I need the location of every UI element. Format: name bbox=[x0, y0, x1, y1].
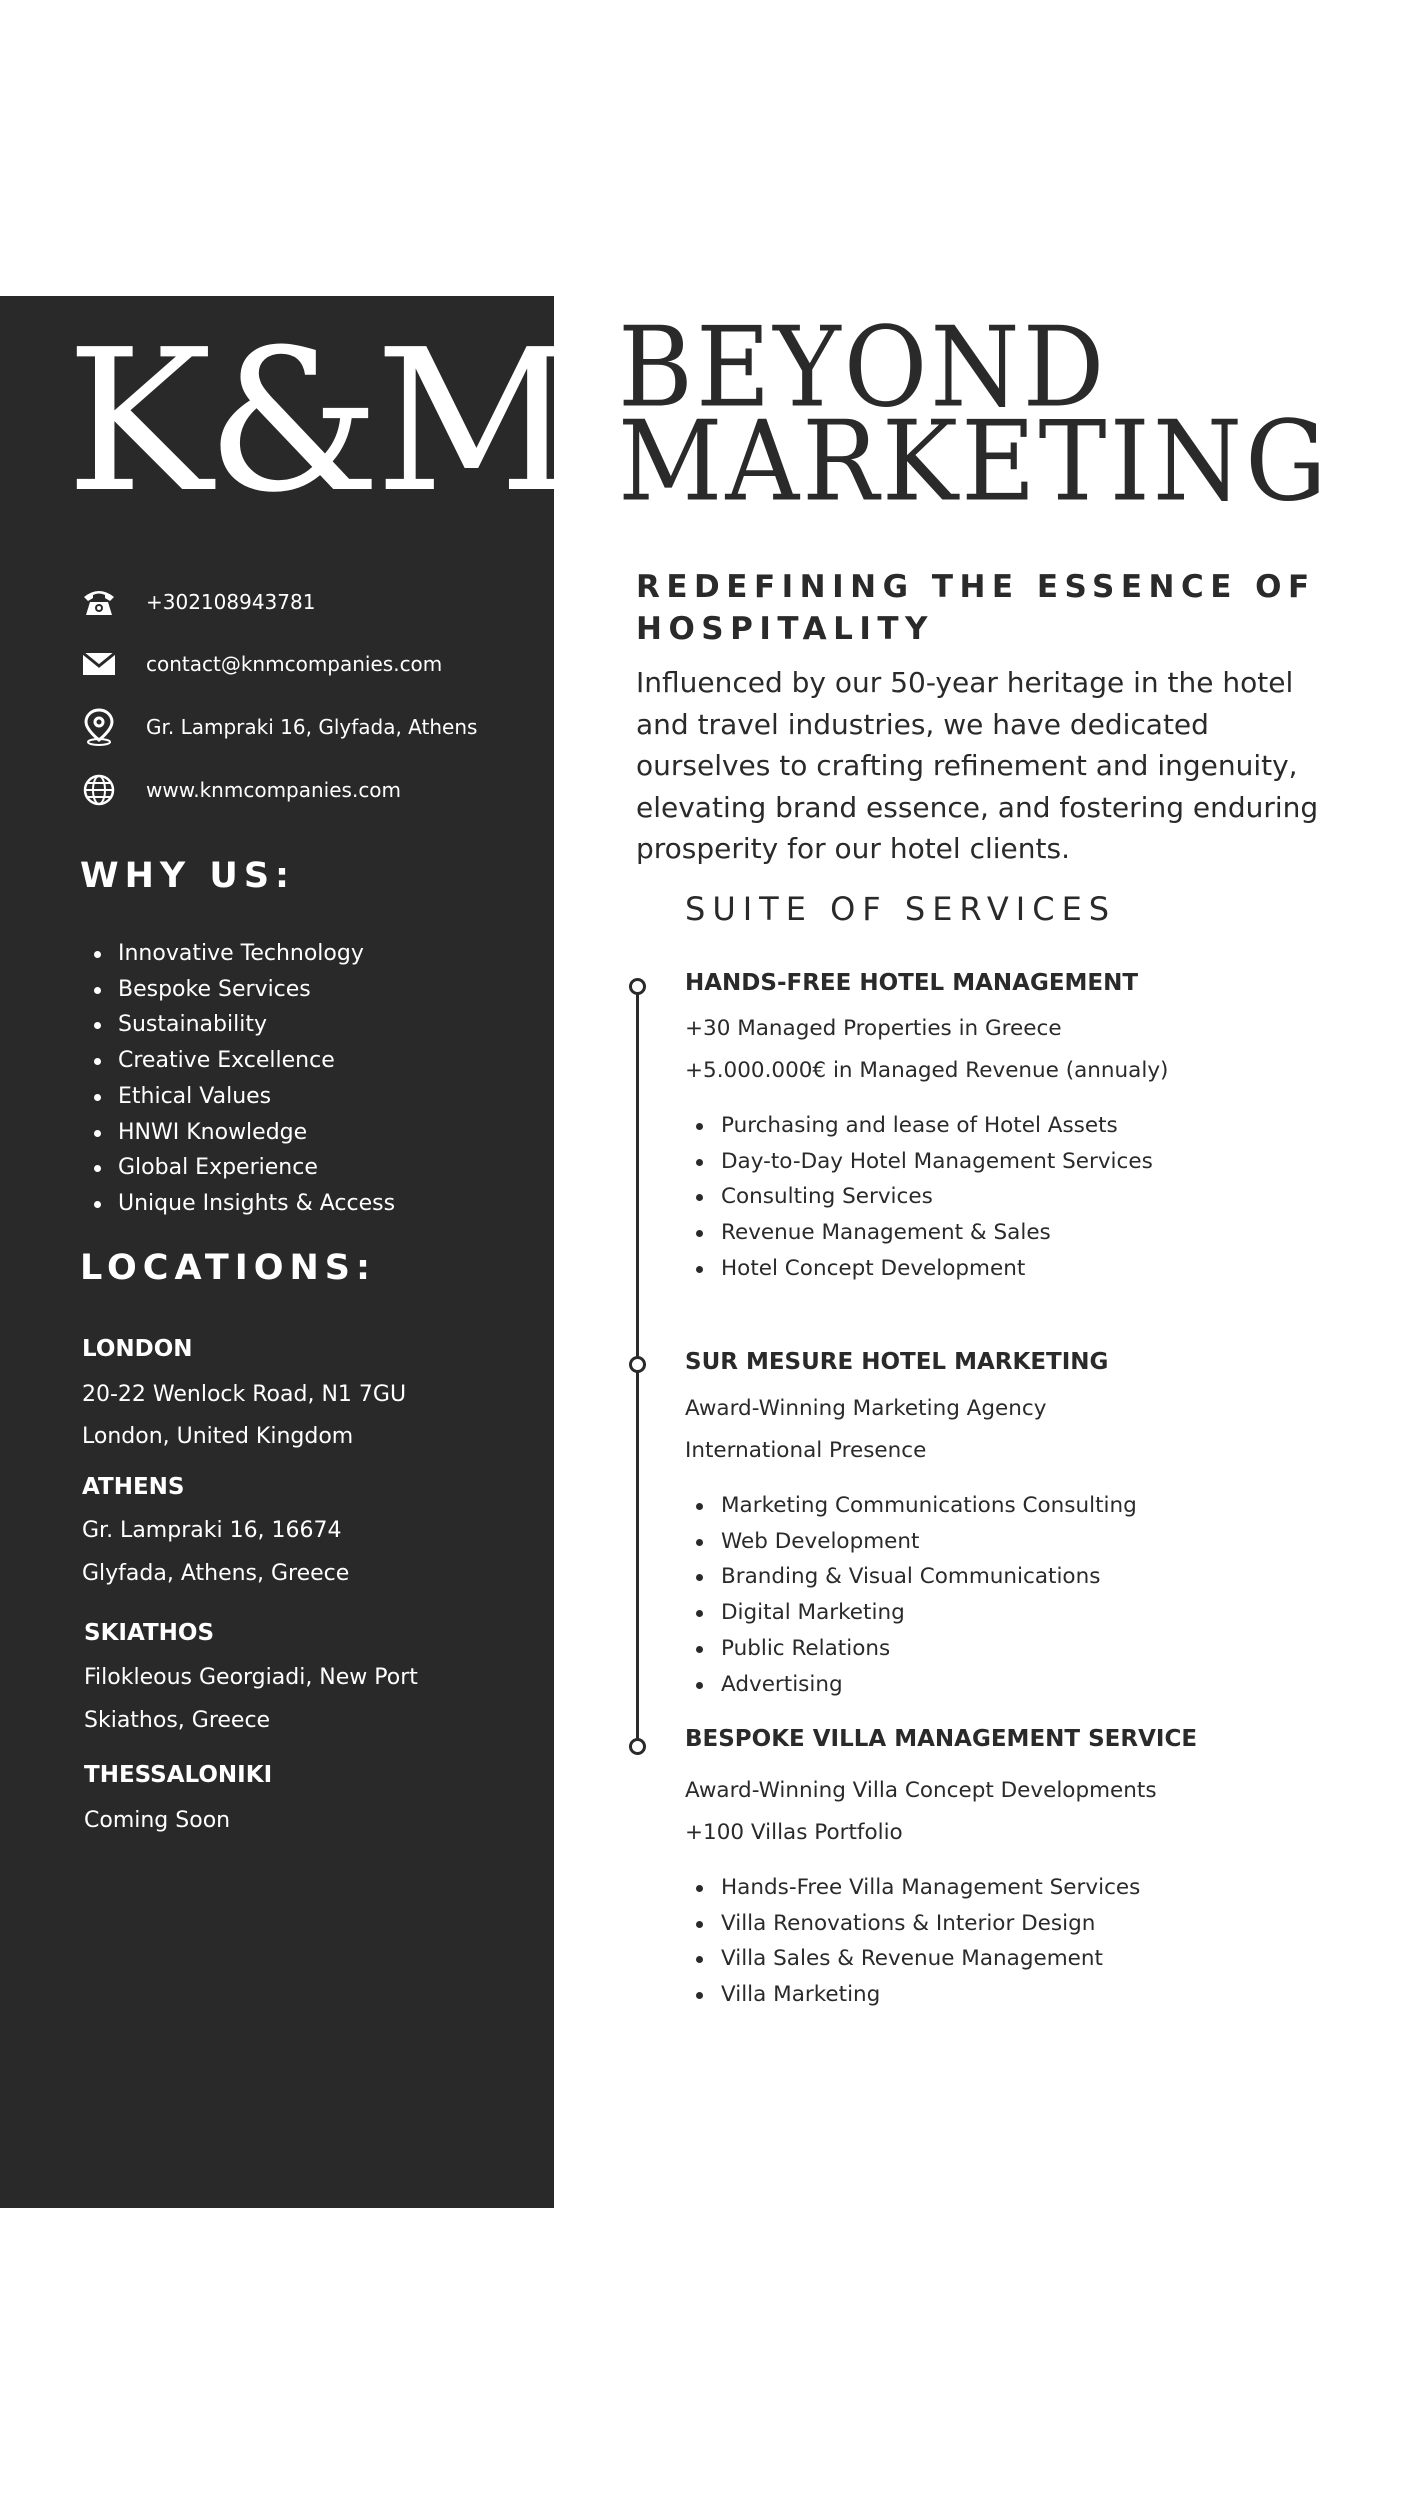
contact-text: Gr. Lampraki 16, Glyfada, Athens bbox=[146, 715, 478, 739]
list-item: Unique Insights & Access bbox=[90, 1186, 395, 1222]
list-item: Villa Sales & Revenue Management bbox=[694, 1941, 1140, 1977]
title-line: MARKETING bbox=[618, 397, 1330, 527]
service-title: HANDS-FREE HOTEL MANAGEMENT bbox=[685, 970, 1139, 996]
timeline-dot bbox=[629, 978, 646, 995]
list-item: Ethical Values bbox=[90, 1079, 395, 1115]
list-item: Bespoke Services bbox=[90, 972, 395, 1008]
service-stat: +5.000.000€ in Managed Revenue (annualy) bbox=[685, 1058, 1169, 1083]
service-list bbox=[694, 1870, 1140, 2013]
list-item: Consulting Services bbox=[694, 1179, 1153, 1215]
service-stat: +100 Villas Portfolio bbox=[685, 1820, 903, 1845]
location-city: ATHENS bbox=[82, 1474, 185, 1500]
service-title: BESPOKE VILLA MANAGEMENT SERVICE bbox=[685, 1726, 1198, 1752]
list-item: Purchasing and lease of Hotel Assets bbox=[694, 1108, 1153, 1144]
locations-heading: LOCATIONS: bbox=[80, 1248, 377, 1288]
intro-paragraph: Influenced by our 50-year heritage in the hotel and travel industries, we have dedicated ourselves to crafting refinement and ingenuity, elevating brand essence, and fostering enduring prosperity for our hotel clients. bbox=[636, 666, 1319, 865]
location-pin-icon bbox=[80, 708, 118, 746]
location-address: 20-22 Wenlock Road, N1 7GU bbox=[82, 1382, 407, 1407]
service-stat: International Presence bbox=[685, 1438, 927, 1463]
contact-website bbox=[80, 770, 540, 810]
list-item: Villa Renovations & Interior Design bbox=[694, 1906, 1140, 1942]
list-item: Villa Marketing bbox=[694, 1977, 1140, 2013]
list-item: Branding & Visual Communications bbox=[694, 1559, 1137, 1595]
service-list bbox=[694, 1488, 1137, 1702]
list-item: Creative Excellence bbox=[90, 1043, 395, 1079]
location-address: Skiathos, Greece bbox=[84, 1708, 271, 1733]
list-item: Revenue Management & Sales bbox=[694, 1215, 1153, 1251]
service-stat: +30 Managed Properties in Greece bbox=[685, 1016, 1062, 1041]
list-item: Innovative Technology bbox=[90, 936, 395, 972]
list-item: Day-to-Day Hotel Management Services bbox=[694, 1144, 1153, 1180]
timeline-dot bbox=[629, 1738, 646, 1755]
list-item: Sustainability bbox=[90, 1007, 395, 1043]
list-item: Advertising bbox=[694, 1667, 1137, 1703]
contact-text[interactable]: contact@knmcompanies.com bbox=[146, 652, 443, 676]
subtitle-line: REDEFINING THE ESSENCE OF bbox=[636, 569, 1316, 605]
contact-text[interactable]: www.knmcompanies.com bbox=[146, 778, 402, 802]
list-item: HNWI Knowledge bbox=[90, 1115, 395, 1151]
timeline-dot bbox=[629, 1356, 646, 1373]
location-city: LONDON bbox=[82, 1336, 193, 1362]
list-item: Hotel Concept Development bbox=[694, 1251, 1153, 1287]
service-stat: Award-Winning Villa Concept Developments bbox=[685, 1778, 1157, 1803]
page-subtitle bbox=[636, 566, 1316, 650]
page-title bbox=[618, 303, 1330, 527]
location-address: London, United Kingdom bbox=[82, 1424, 354, 1449]
location-city: THESSALONIKI bbox=[84, 1762, 273, 1788]
why-us-heading: WHY US: bbox=[80, 856, 296, 896]
contact-phone bbox=[80, 582, 540, 622]
list-item: Web Development bbox=[694, 1524, 1137, 1560]
brand-logo bbox=[66, 308, 570, 536]
location-address: Gr. Lampraki 16, 16674 bbox=[82, 1518, 342, 1543]
service-list bbox=[694, 1108, 1153, 1287]
location-address: Glyfada, Athens, Greece bbox=[82, 1561, 350, 1586]
list-item: Digital Marketing bbox=[694, 1595, 1137, 1631]
location-address: Filokleous Georgiadi, New Port bbox=[84, 1665, 418, 1690]
why-us-list bbox=[90, 936, 395, 1222]
envelope-icon bbox=[80, 645, 118, 683]
location-address: Coming Soon bbox=[84, 1808, 231, 1833]
list-item: Public Relations bbox=[694, 1631, 1137, 1667]
list-item: Hands-Free Villa Management Services bbox=[694, 1870, 1140, 1906]
list-item: Marketing Communications Consulting bbox=[694, 1488, 1137, 1524]
title-line: BEYOND bbox=[618, 303, 1108, 433]
globe-icon bbox=[80, 771, 118, 809]
subtitle-line: HOSPITALITY bbox=[636, 611, 934, 647]
sidebar bbox=[0, 296, 570, 2208]
list-item: Global Experience bbox=[90, 1150, 395, 1186]
contact-email bbox=[80, 644, 540, 684]
suite-heading: SUITE OF SERVICES bbox=[685, 890, 1117, 928]
location-city: SKIATHOS bbox=[84, 1620, 215, 1646]
contact-address bbox=[80, 707, 540, 747]
service-title: SUR MESURE HOTEL MARKETING bbox=[685, 1349, 1109, 1375]
contact-text[interactable]: +302108943781 bbox=[146, 590, 316, 614]
service-stat: Award-Winning Marketing Agency bbox=[685, 1396, 1047, 1421]
logo-text: K&M bbox=[66, 308, 570, 536]
phone-icon bbox=[80, 583, 118, 621]
